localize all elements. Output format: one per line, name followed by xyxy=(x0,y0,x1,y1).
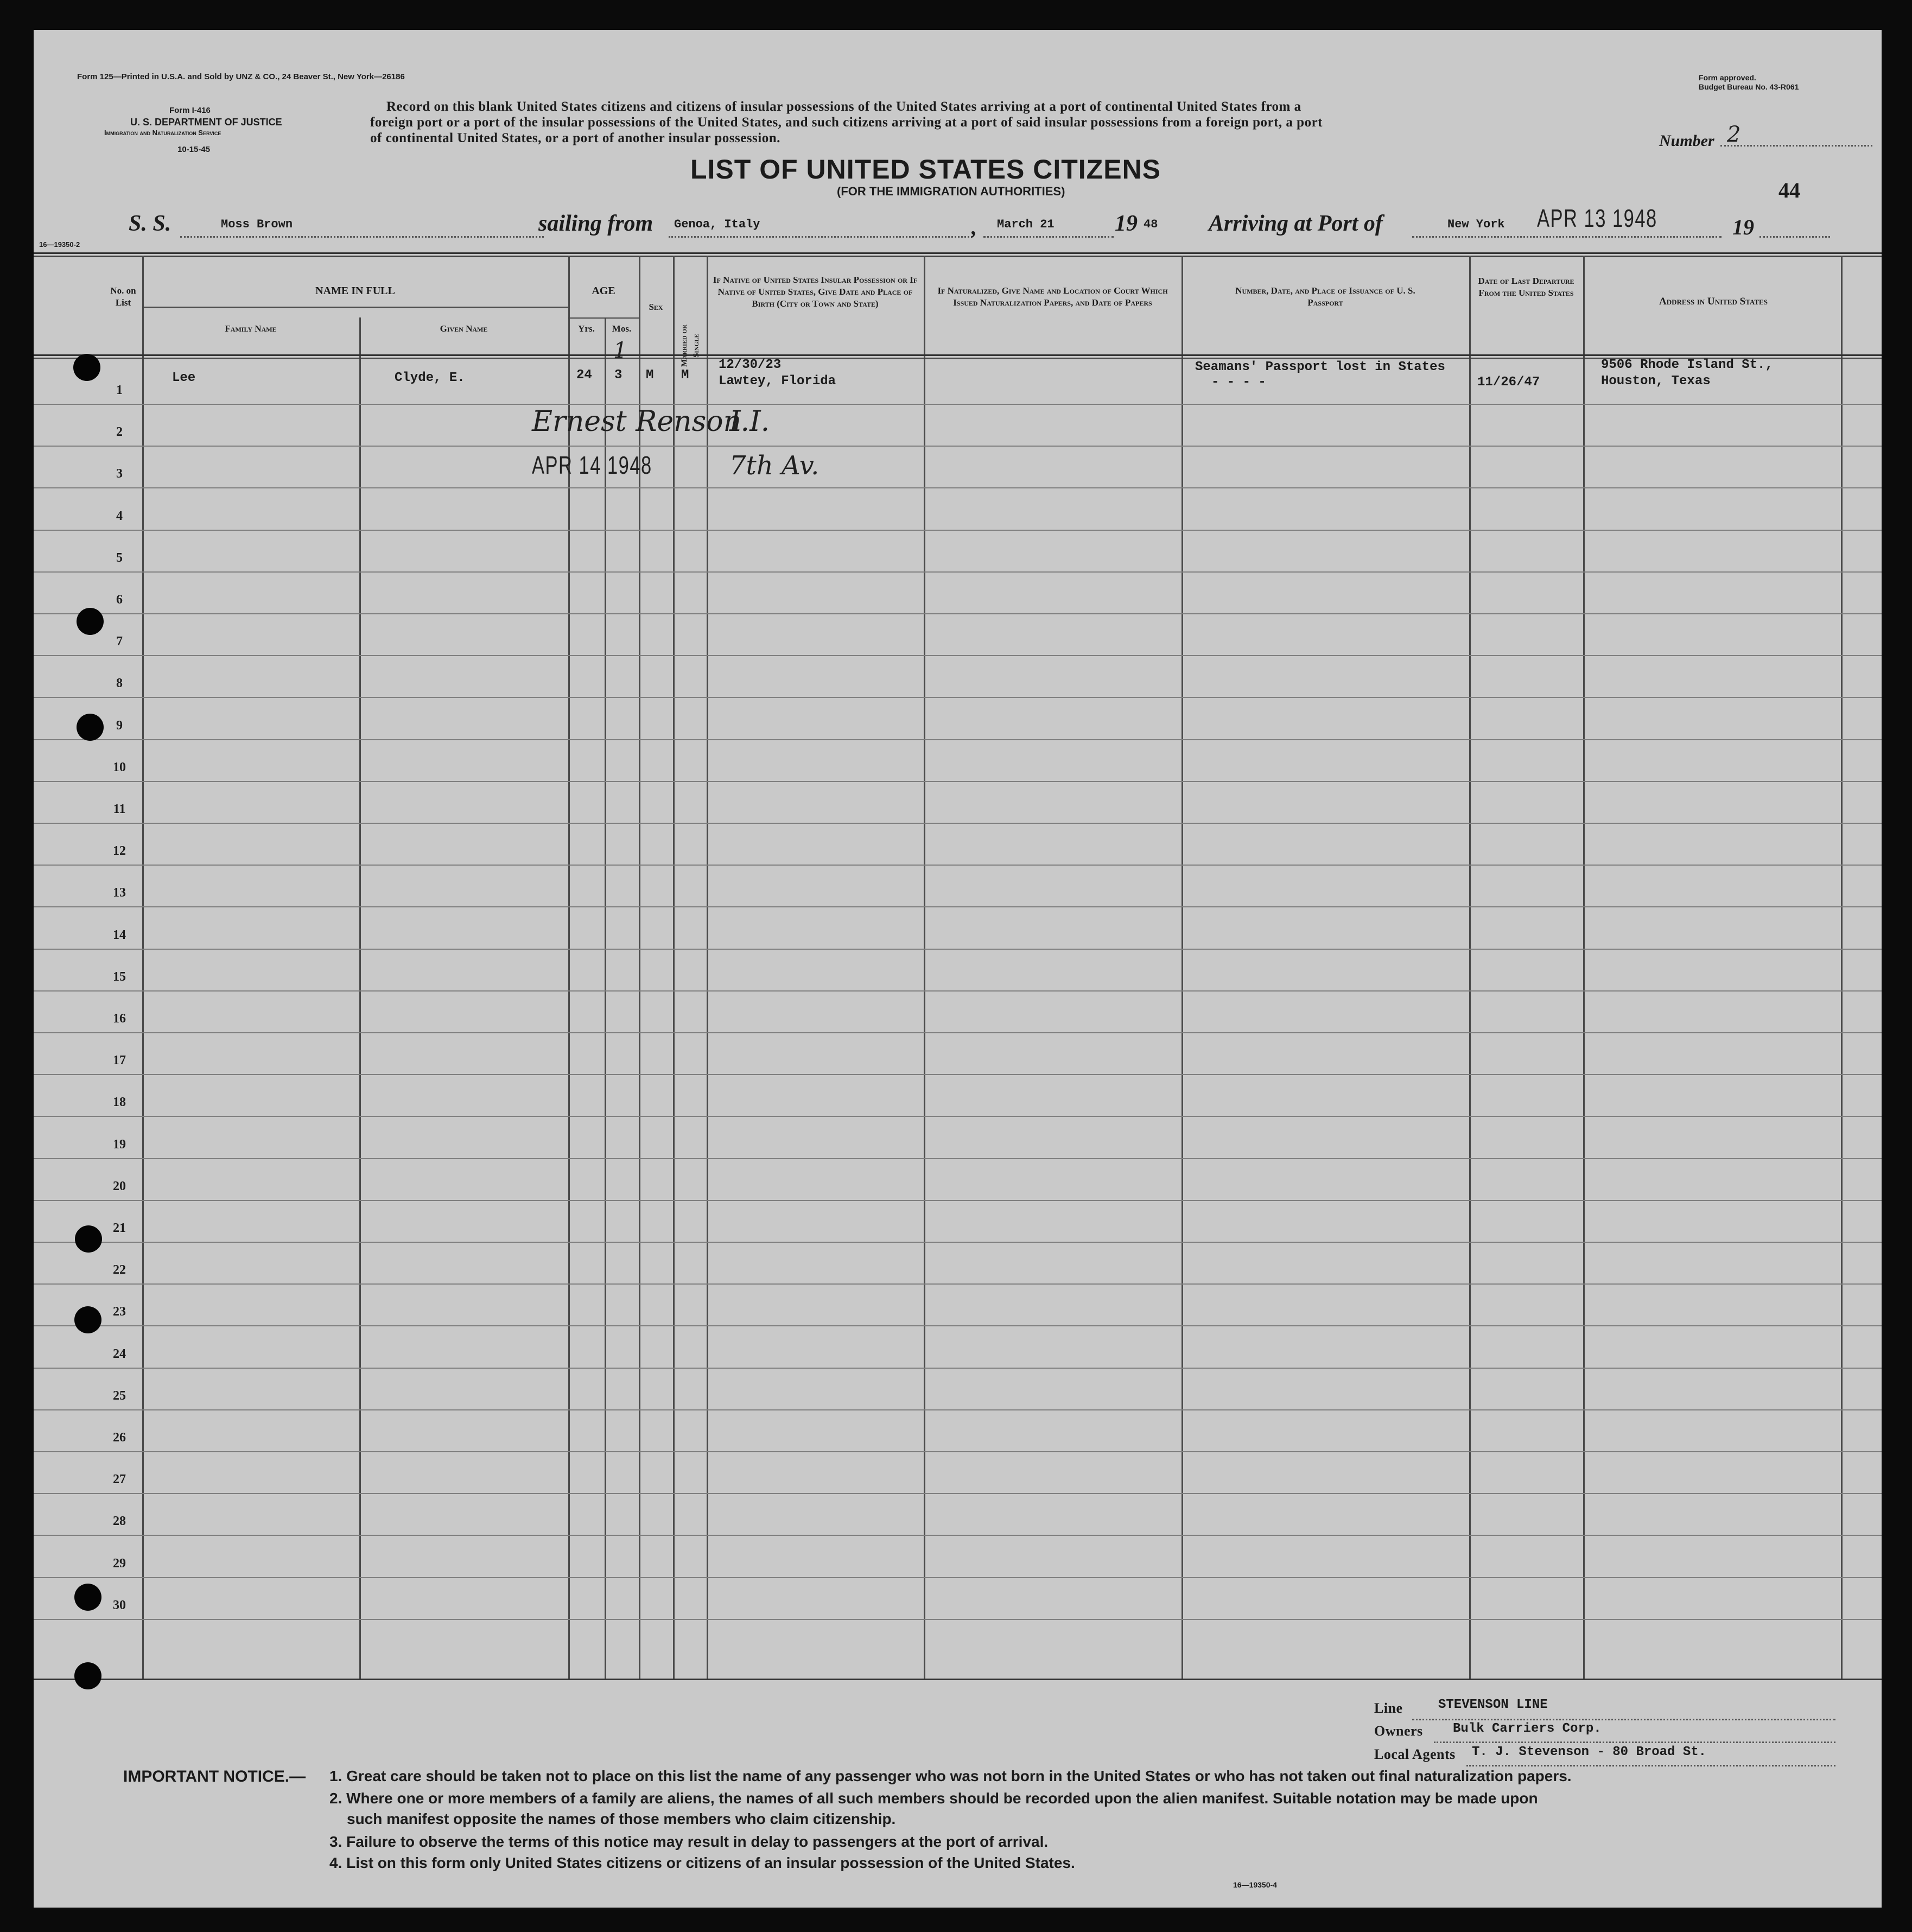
col-divider xyxy=(707,256,708,1679)
local-agents-label: Local Agents xyxy=(1374,1746,1456,1762)
entry-passport-dash: - - - - xyxy=(1211,375,1266,390)
row-number: 25 xyxy=(113,1388,126,1403)
row-number: 24 xyxy=(113,1346,126,1361)
col-divider xyxy=(1181,256,1183,1679)
header-age: AGE xyxy=(592,285,615,297)
bottom-form-code: 16—19350-4 xyxy=(1233,1880,1277,1889)
sailing-label: sailing from xyxy=(538,211,653,236)
row-number: 22 xyxy=(113,1263,126,1278)
form-date: 10-15-45 xyxy=(177,145,211,154)
row-number: 28 xyxy=(113,1514,126,1529)
header-passport: Number, Date, and Place of Issuance of U. S. Passport xyxy=(1235,285,1415,308)
entry-married-status: M xyxy=(681,368,689,383)
row-number: 27 xyxy=(113,1472,126,1487)
binder-hole xyxy=(74,1584,101,1611)
line-value-underline xyxy=(1412,1718,1835,1720)
row-line xyxy=(34,1535,1882,1536)
row-line xyxy=(34,697,1882,698)
row-line xyxy=(34,781,1882,782)
number-label: Number xyxy=(1659,132,1714,150)
line-value: STEVENSON LINE xyxy=(1438,1698,1548,1712)
header-yrs: Yrs. xyxy=(578,323,595,334)
row-line xyxy=(34,1032,1882,1033)
row-number: 17 xyxy=(113,1053,126,1068)
header-bottom-border xyxy=(34,354,1882,356)
inspection-date-stamp: APR 14 1948 xyxy=(532,451,652,479)
instruction-line-1: Record on this blank United States citizens and citizens of insular possessions of the United States arriving at a port of continental United States from a xyxy=(386,99,1301,114)
header-last-departure: Date of Last Departure From the United States xyxy=(1478,276,1574,298)
owners-value-underline xyxy=(1434,1740,1835,1743)
row-line xyxy=(34,823,1882,824)
col-divider xyxy=(1841,256,1843,1679)
row-number: 10 xyxy=(113,760,126,774)
row-number: 9 xyxy=(116,718,123,733)
department-name: U. S. DEPARTMENT OF JUSTICE xyxy=(130,117,282,128)
instruction-line-3: of continental United States, or a port of another insular possession. xyxy=(370,131,780,145)
row-number: 4 xyxy=(116,509,123,523)
row-line xyxy=(34,1242,1882,1243)
row-number: 5 xyxy=(116,550,123,565)
entry-birth-date: 12/30/23 xyxy=(719,358,782,372)
ss-label: S. S. xyxy=(129,211,171,236)
row-line xyxy=(34,1619,1882,1620)
row-line xyxy=(34,1158,1882,1159)
row-line xyxy=(34,404,1882,405)
entry-given-name: Clyde, E. xyxy=(395,371,465,385)
binder-hole xyxy=(75,1225,102,1253)
entry-age-months: 3 xyxy=(614,368,622,383)
row-number: 21 xyxy=(113,1221,126,1235)
table-bottom-border xyxy=(34,1679,1882,1680)
handwritten-tick: 1 xyxy=(613,338,627,363)
row-line xyxy=(34,739,1882,740)
header-birth: If Native of United States Insular Possession or If Native of United States, Give Date and Place of Birth (City or Town and State) xyxy=(713,275,918,309)
row-line xyxy=(34,655,1882,656)
printer-line: Form 125—Printed in U.S.A. and Sold by UNZ & CO., 24 Beaver St., New York—26186 xyxy=(77,72,405,81)
header-given-name: Given Name xyxy=(440,323,488,334)
row-line xyxy=(34,487,1882,488)
from-port-line xyxy=(669,235,973,238)
comma: , xyxy=(971,215,977,239)
row-number: 19 xyxy=(113,1137,126,1152)
row-line xyxy=(34,571,1882,573)
row-line xyxy=(34,906,1882,907)
ship-name: Moss Brown xyxy=(221,218,293,231)
row-number: 13 xyxy=(113,886,126,900)
row-line xyxy=(34,949,1882,950)
arrival-year-line xyxy=(1759,235,1830,238)
row-line xyxy=(34,990,1882,992)
binder-hole xyxy=(77,608,104,635)
local-agents-value: T. J. Stevenson - 80 Broad St. xyxy=(1472,1745,1707,1759)
entry-last-departure: 11/26/47 xyxy=(1477,375,1540,390)
notice-item-1: 1. Great care should be taken not to place on this list the name of any passenger who was not born in the United States or who has not taken out final naturalization papers. xyxy=(329,1768,1572,1784)
row-number: 14 xyxy=(113,927,126,942)
binder-hole xyxy=(77,714,104,741)
row-number: 23 xyxy=(113,1305,126,1319)
row-line xyxy=(34,1493,1882,1494)
notice-item-2-continued: such manifest opposite the names of those members who claim citizenship. xyxy=(347,1810,896,1827)
form-id: Form I-416 xyxy=(169,106,211,115)
header-naturalization: If Naturalized, Give Name and Location of Court Which Issued Naturalization Papers, and Date of Papers xyxy=(937,285,1168,308)
entry-sex: M xyxy=(646,368,654,383)
page-number: 44 xyxy=(1778,178,1800,202)
header-no: No. on List xyxy=(110,285,136,308)
entry-age-years: 24 xyxy=(576,368,592,383)
row-line xyxy=(34,446,1882,447)
notice-label: IMPORTANT NOTICE.— xyxy=(123,1768,306,1785)
table-top-border-inner xyxy=(34,256,1882,257)
row-number: 20 xyxy=(113,1179,126,1193)
year-suffix: 48 xyxy=(1144,218,1158,231)
from-port: Genoa, Italy xyxy=(674,218,760,231)
row-line xyxy=(34,1577,1882,1578)
notice-item-2: 2. Where one or more members of a family are aliens, the names of all such members should be recorded upon the alien manifest. Suitable notation may be made upon xyxy=(329,1790,1538,1807)
manifest-sheet xyxy=(34,30,1882,1908)
row-line xyxy=(34,1325,1882,1326)
header-address: Address in United States xyxy=(1659,296,1768,307)
arrival-port-line xyxy=(1412,235,1722,238)
arrival-year-prefix: 19 xyxy=(1732,215,1754,239)
arrival-date-stamp: APR 13 1948 xyxy=(1537,204,1657,232)
row-line xyxy=(34,1074,1882,1075)
service-name: Immigration and Naturalization Service xyxy=(104,129,221,137)
number-value: 2 xyxy=(1727,122,1741,147)
form-title: LIST OF UNITED STATES CITIZENS xyxy=(690,154,1161,185)
row-number: 12 xyxy=(113,844,126,859)
table-top-border xyxy=(34,252,1882,254)
header-sex: Sex xyxy=(649,302,663,312)
row-number: 2 xyxy=(116,425,123,440)
row-number: 7 xyxy=(116,634,123,649)
date-line xyxy=(983,235,1114,238)
col-divider xyxy=(142,256,144,1679)
binder-hole xyxy=(73,354,100,381)
notice-item-3: 3. Failure to observe the terms of this notice may result in delay to passengers at the port of arrival. xyxy=(329,1833,1049,1850)
col-divider xyxy=(1469,256,1471,1679)
header-married-single: Married or Single xyxy=(680,325,701,367)
row-number: 6 xyxy=(116,593,123,607)
col-divider xyxy=(605,317,606,1679)
row-line xyxy=(34,530,1882,531)
row-line xyxy=(34,1451,1882,1452)
binder-hole xyxy=(74,1662,101,1689)
inspector-signature: Ernest Renson xyxy=(532,405,742,438)
col-divider xyxy=(673,256,675,1679)
row-line xyxy=(34,1368,1882,1369)
number-line xyxy=(1720,144,1872,147)
row-number: 11 xyxy=(113,802,126,816)
col-divider xyxy=(924,256,925,1679)
row-number: 15 xyxy=(113,969,126,984)
row-number: 30 xyxy=(113,1598,126,1612)
year-prefix: 19 xyxy=(1115,211,1138,236)
header-mos: Mos. xyxy=(612,323,632,334)
entry-family-name: Lee xyxy=(172,371,196,385)
row-line xyxy=(34,865,1882,866)
row-number: 29 xyxy=(113,1556,126,1571)
row-line xyxy=(34,1200,1882,1201)
arrival-port: New York xyxy=(1447,218,1505,231)
col-divider xyxy=(1583,256,1585,1679)
owners-value: Bulk Carriers Corp. xyxy=(1453,1721,1602,1736)
sailing-date: March 21 xyxy=(997,218,1055,231)
instruction-line-2: foreign port or a port of the insular possessions of the United States, and such citizens arriving at a port of said insular possessions from a foreign port, a port xyxy=(370,115,1323,130)
row-number: 1 xyxy=(116,383,123,397)
form-subtitle: (FOR THE IMMIGRATION AUTHORITIES) xyxy=(837,185,1065,198)
header-family-name: Family Name xyxy=(225,323,277,334)
line-label: Line xyxy=(1374,1700,1403,1716)
approval-line-1: Form approved. xyxy=(1699,73,1756,82)
col-divider xyxy=(359,317,361,1679)
ship-line xyxy=(180,235,544,238)
row-number: 16 xyxy=(113,1012,126,1026)
row-number: 3 xyxy=(116,467,123,481)
row-line xyxy=(34,1409,1882,1410)
entry-passport: Seamans' Passport lost in States xyxy=(1195,360,1445,374)
row-number: 8 xyxy=(116,676,123,691)
form-code: 16—19350-2 xyxy=(39,240,80,249)
row-line xyxy=(34,1116,1882,1117)
age-header-divider xyxy=(568,317,639,319)
row-number: 18 xyxy=(113,1095,126,1110)
row-number: 26 xyxy=(113,1431,126,1445)
name-header-divider xyxy=(142,307,568,308)
header-name-in-full: NAME IN FULL xyxy=(315,285,395,297)
entry-address-line-2: Houston, Texas xyxy=(1601,374,1711,389)
owners-label: Owners xyxy=(1374,1723,1423,1739)
inspector-title: I.I. xyxy=(729,405,770,438)
local-agents-underline xyxy=(1466,1764,1835,1766)
notice-item-4: 4. List on this form only United States citizens or citizens of an insular possession of the United States. xyxy=(329,1854,1075,1871)
arriving-label: Arriving at Port of xyxy=(1209,211,1383,236)
row-line xyxy=(34,613,1882,614)
entry-birth-place: Lawtey, Florida xyxy=(719,374,836,389)
handwritten-note: 7th Av. xyxy=(729,450,820,481)
entry-address-line-1: 9506 Rhode Island St., xyxy=(1601,358,1773,372)
approval-line-2: Budget Bureau No. 43-R061 xyxy=(1699,82,1799,91)
binder-hole xyxy=(74,1306,101,1333)
row-line xyxy=(34,1283,1882,1285)
